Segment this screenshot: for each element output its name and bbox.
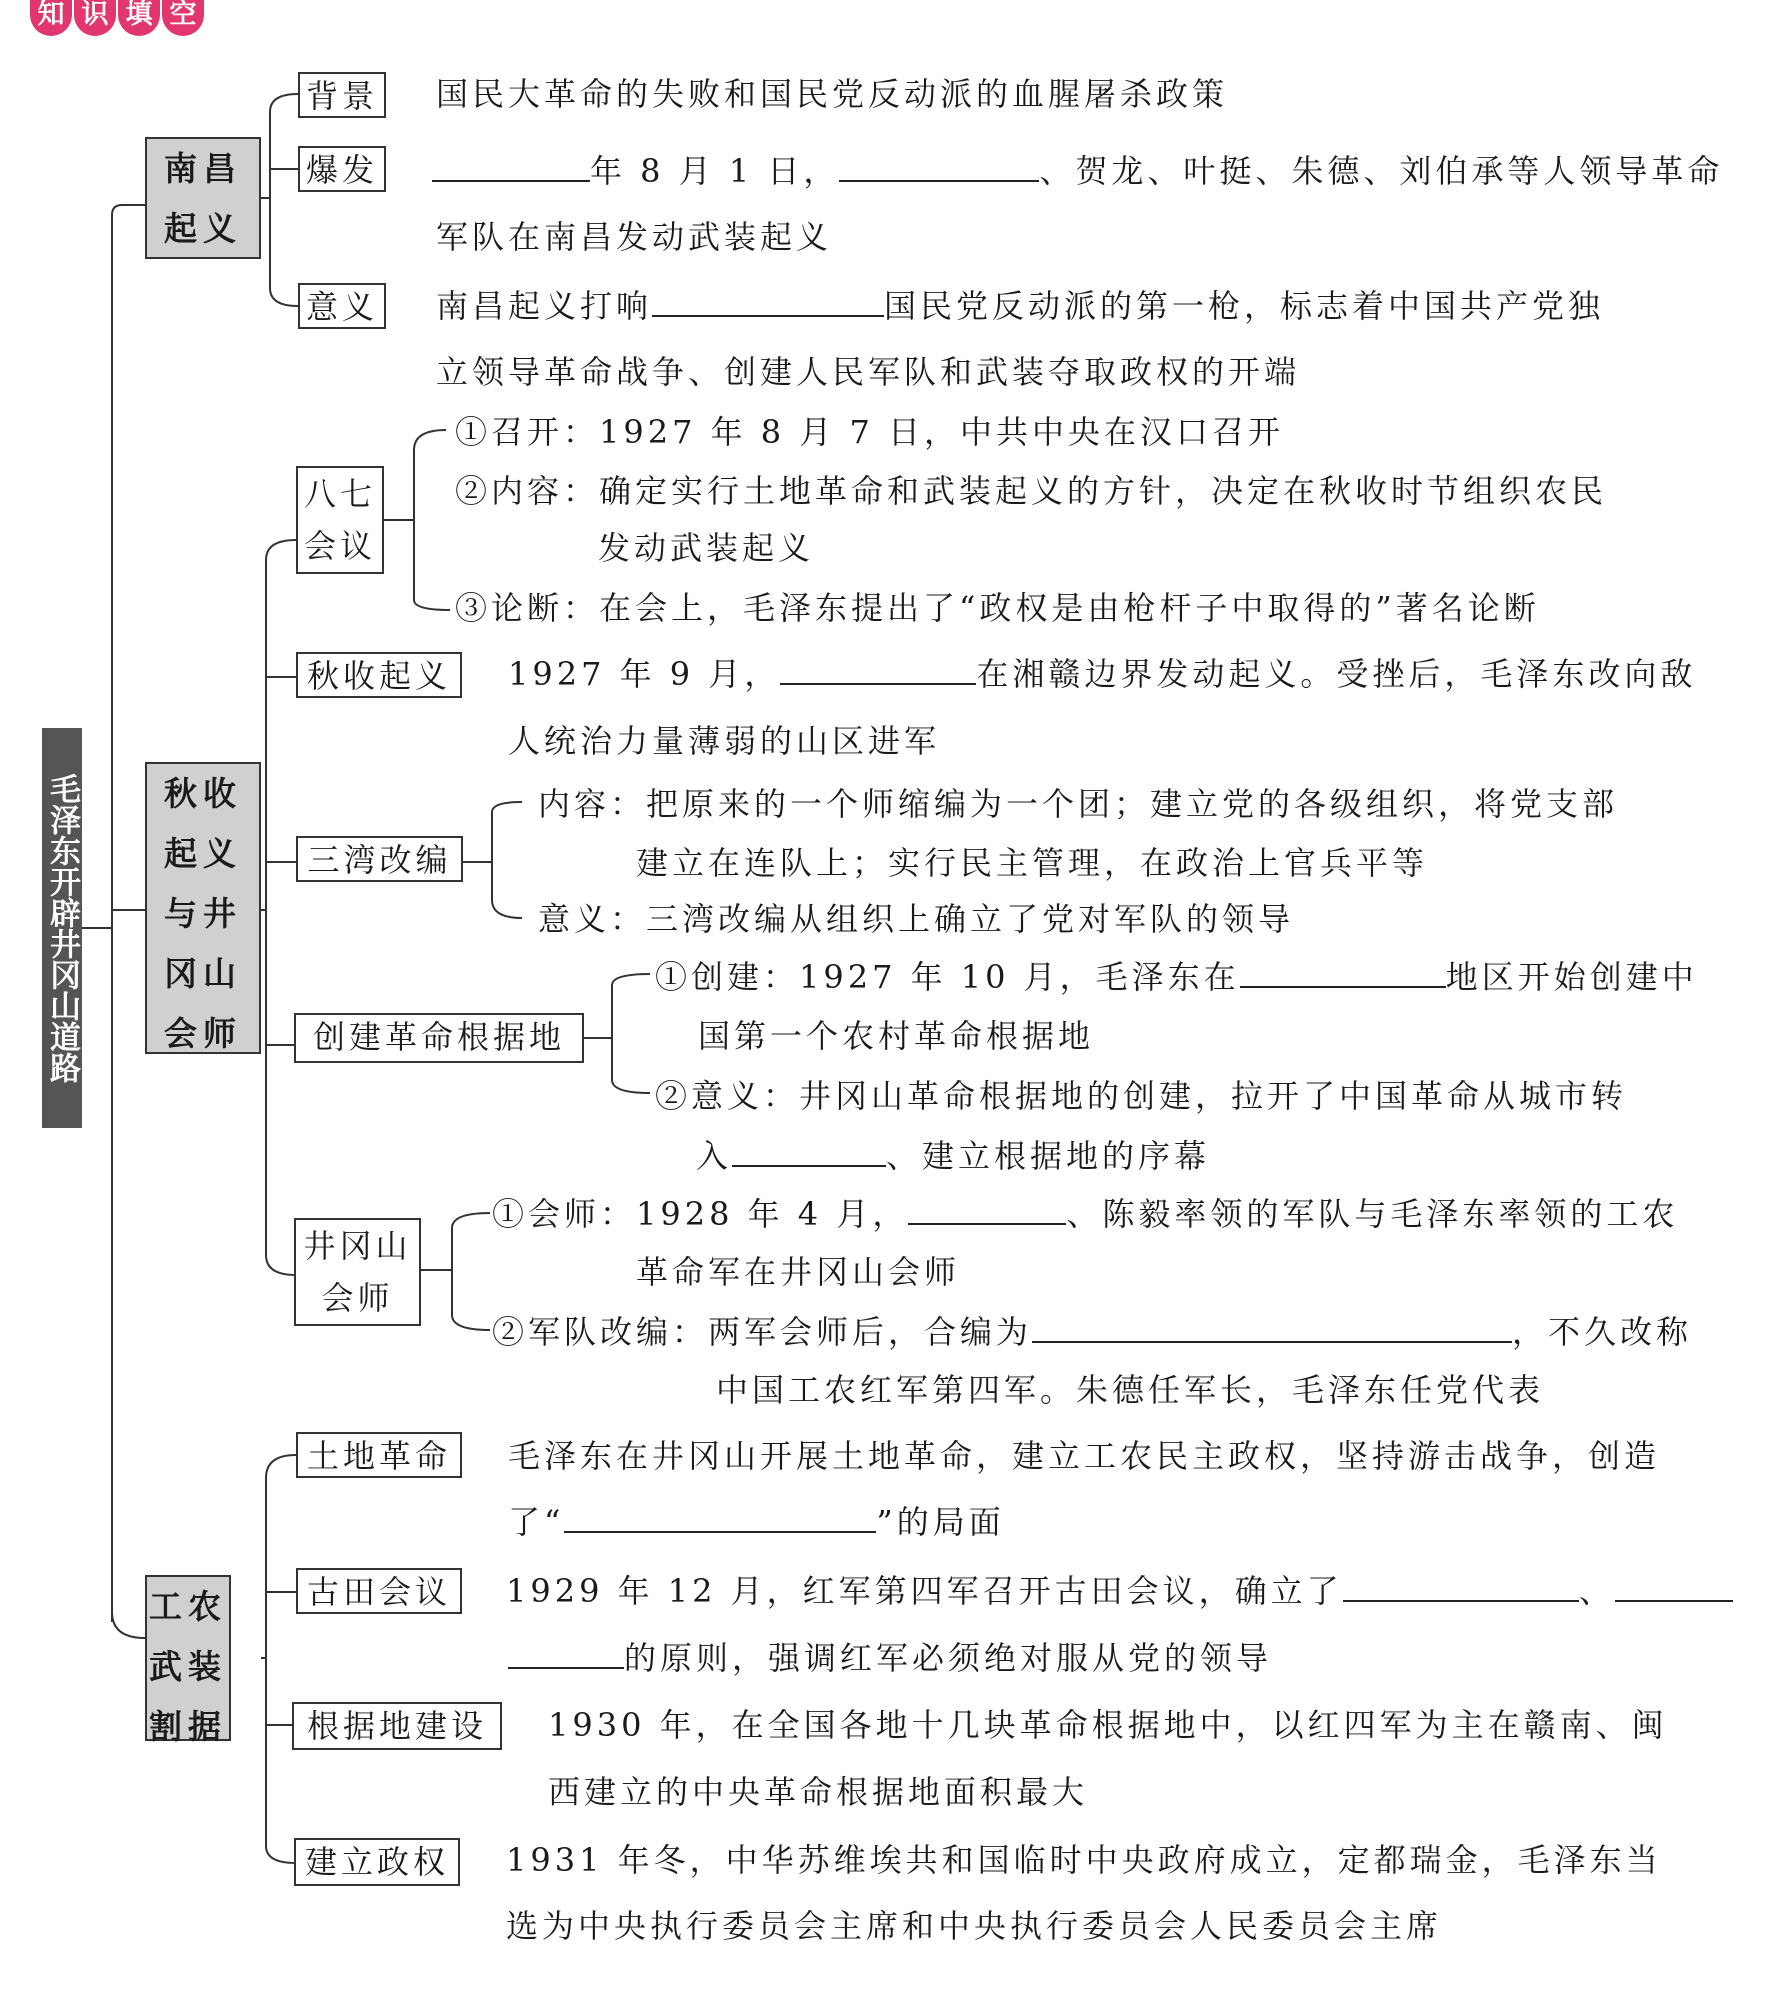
cj-connector [584,974,650,1093]
yiyi-line-1: 南昌起义打响 国民党反动派的第一枪，标志着中国共产党独 [436,274,1604,338]
blank-field[interactable] [1240,946,1446,988]
gt-line-2: 的原则，强调红军必须绝对服从党的领导 [508,1626,1272,1690]
beijing-text: 国民大革命的失败和国民党反动派的血腥屠杀政策 [436,75,1229,113]
topic-bqhy: 八七会议 [296,466,384,574]
topic-yiyi: 意义 [298,283,386,329]
section-qiushou: 秋收起义与井冈山会师 [145,762,261,1054]
swgb-line-1: 内容：把原来的一个师缩编为一个团；建立党的各级组织，将党支部 [538,785,1619,823]
root-topic: 毛泽东开辟井冈山道路 [42,728,82,1128]
blank-field[interactable] [732,1125,886,1167]
gt-line-1: 1929 年 12 月，红军第四军召开古田会议，确立了 、 [506,1559,1733,1623]
bqhy-line-1: ①召开：1927 年 8 月 7 日，中共中央在汉口召开 [455,413,1285,451]
topic-gjdjs: 根据地建设 [292,1702,502,1750]
topic-beijing: 背景 [298,72,386,118]
section-nanchang: 南昌起义 [145,137,261,259]
topic-qsqy: 秋收起义 [296,652,462,698]
topic-gthy: 古田会议 [296,1568,462,1614]
blank-field[interactable] [1032,1301,1512,1343]
blank-field[interactable] [1343,1560,1579,1602]
topic-swgb: 三湾改编 [296,836,463,882]
header-badge-group [30,0,204,36]
baofa-line-1: 年 8 月 1 日， 、贺龙、叶挺、朱德、刘伯承等人领导革命 [432,139,1723,203]
qsqy-line-2: 人统治力量薄弱的山区进军 [508,722,941,760]
topic-cjgmgjd: 创建革命根据地 [294,1013,584,1063]
topic-tdgm: 土地革命 [296,1432,462,1478]
nanchang-connector [261,94,298,306]
td-line-2: 了“ ”的局面 [508,1490,1005,1554]
blank-field[interactable] [508,1627,624,1669]
header-badge: 填 [118,0,160,36]
root-connector [82,205,145,1638]
bqhy-line-3: 发动武装起义 [598,529,815,567]
qsqy-line-1: 1927 年 9 月， 在湘赣边界发动起义。受挫后，毛泽东改向敌 [508,642,1696,706]
topic-jlzq: 建立政权 [294,1838,460,1886]
blank-field[interactable] [839,140,1039,182]
jg-line-4: 中国工农红军第四军。朱德任军长，毛泽东任党代表 [716,1371,1545,1409]
blank-field[interactable] [564,1491,876,1533]
zq-line-1: 1931 年冬，中华苏维埃共和国临时中央政府成立，定都瑞金，毛泽东当 [506,1841,1662,1879]
cj-line-1: ①创建：1927 年 10 月，毛泽东在 地区开始创建中 [655,945,1698,1009]
qiushou-connector [261,540,296,1275]
gj-line-1: 1930 年，在全国各地十几块革命根据地中，以红四军为主在赣南、闽 [548,1706,1668,1744]
cj-line-2: 国第一个农村革命根据地 [698,1017,1095,1055]
blank-field[interactable] [652,275,884,317]
yiyi-line-2: 立领导革命战争、创建人民军队和武装夺取政权的开端 [436,353,1301,391]
blank-field[interactable] [908,1183,1066,1225]
zq-line-2: 选为中央执行委员会主席和中央执行委员会人民委员会主席 [506,1907,1443,1945]
jg-connector [421,1213,490,1330]
gongnong-connector [261,1455,296,1863]
section-gongnong: 工农武装割据 [145,1575,231,1741]
td-line-1: 毛泽东在井冈山开展土地革命，建立工农民主政权，坚持游击战争，创造 [508,1437,1661,1475]
cj-line-4: 入 、建立根据地的序幕 [696,1124,1210,1188]
bqhy-line-4: ③论断：在会上，毛泽东提出了“政权是由枪杆子中取得的”著名论断 [455,589,1540,627]
jg-line-2: 革命军在井冈山会师 [636,1253,961,1291]
jg-line-3: ②军队改编：两军会师后，合编为 ，不久改称 [492,1300,1692,1364]
swgb-line-3: 意义：三湾改编从组织上确立了党对军队的领导 [538,900,1295,938]
swgb-line-2: 建立在连队上；实行民主管理，在政治上官兵平等 [636,844,1429,882]
header-badge: 空 [162,0,204,36]
jg-line-1: ①会师：1928 年 4 月， 、陈毅率领的军队与毛泽东率领的工农 [492,1182,1678,1246]
bq-connector [384,430,450,610]
blank-field[interactable] [1615,1560,1733,1602]
topic-jgshs: 井冈山会师 [294,1218,421,1326]
cj-line-3: ②意义：井冈山革命根据地的创建，拉开了中国革命从城市转 [655,1077,1628,1115]
blank-field[interactable] [780,643,976,685]
sw-connector [463,802,522,918]
gj-line-2: 西建立的中央革命根据地面积最大 [548,1773,1089,1811]
topic-baofa: 爆发 [298,146,386,192]
bqhy-line-2: ②内容：确定实行土地革命和武装起义的方针，决定在秋收时节组织农民 [455,472,1608,510]
blank-field[interactable] [432,140,590,182]
header-badge: 知 [30,0,72,36]
header-badge: 识 [74,0,116,36]
baofa-line-2: 军队在南昌发动武装起义 [436,218,833,256]
